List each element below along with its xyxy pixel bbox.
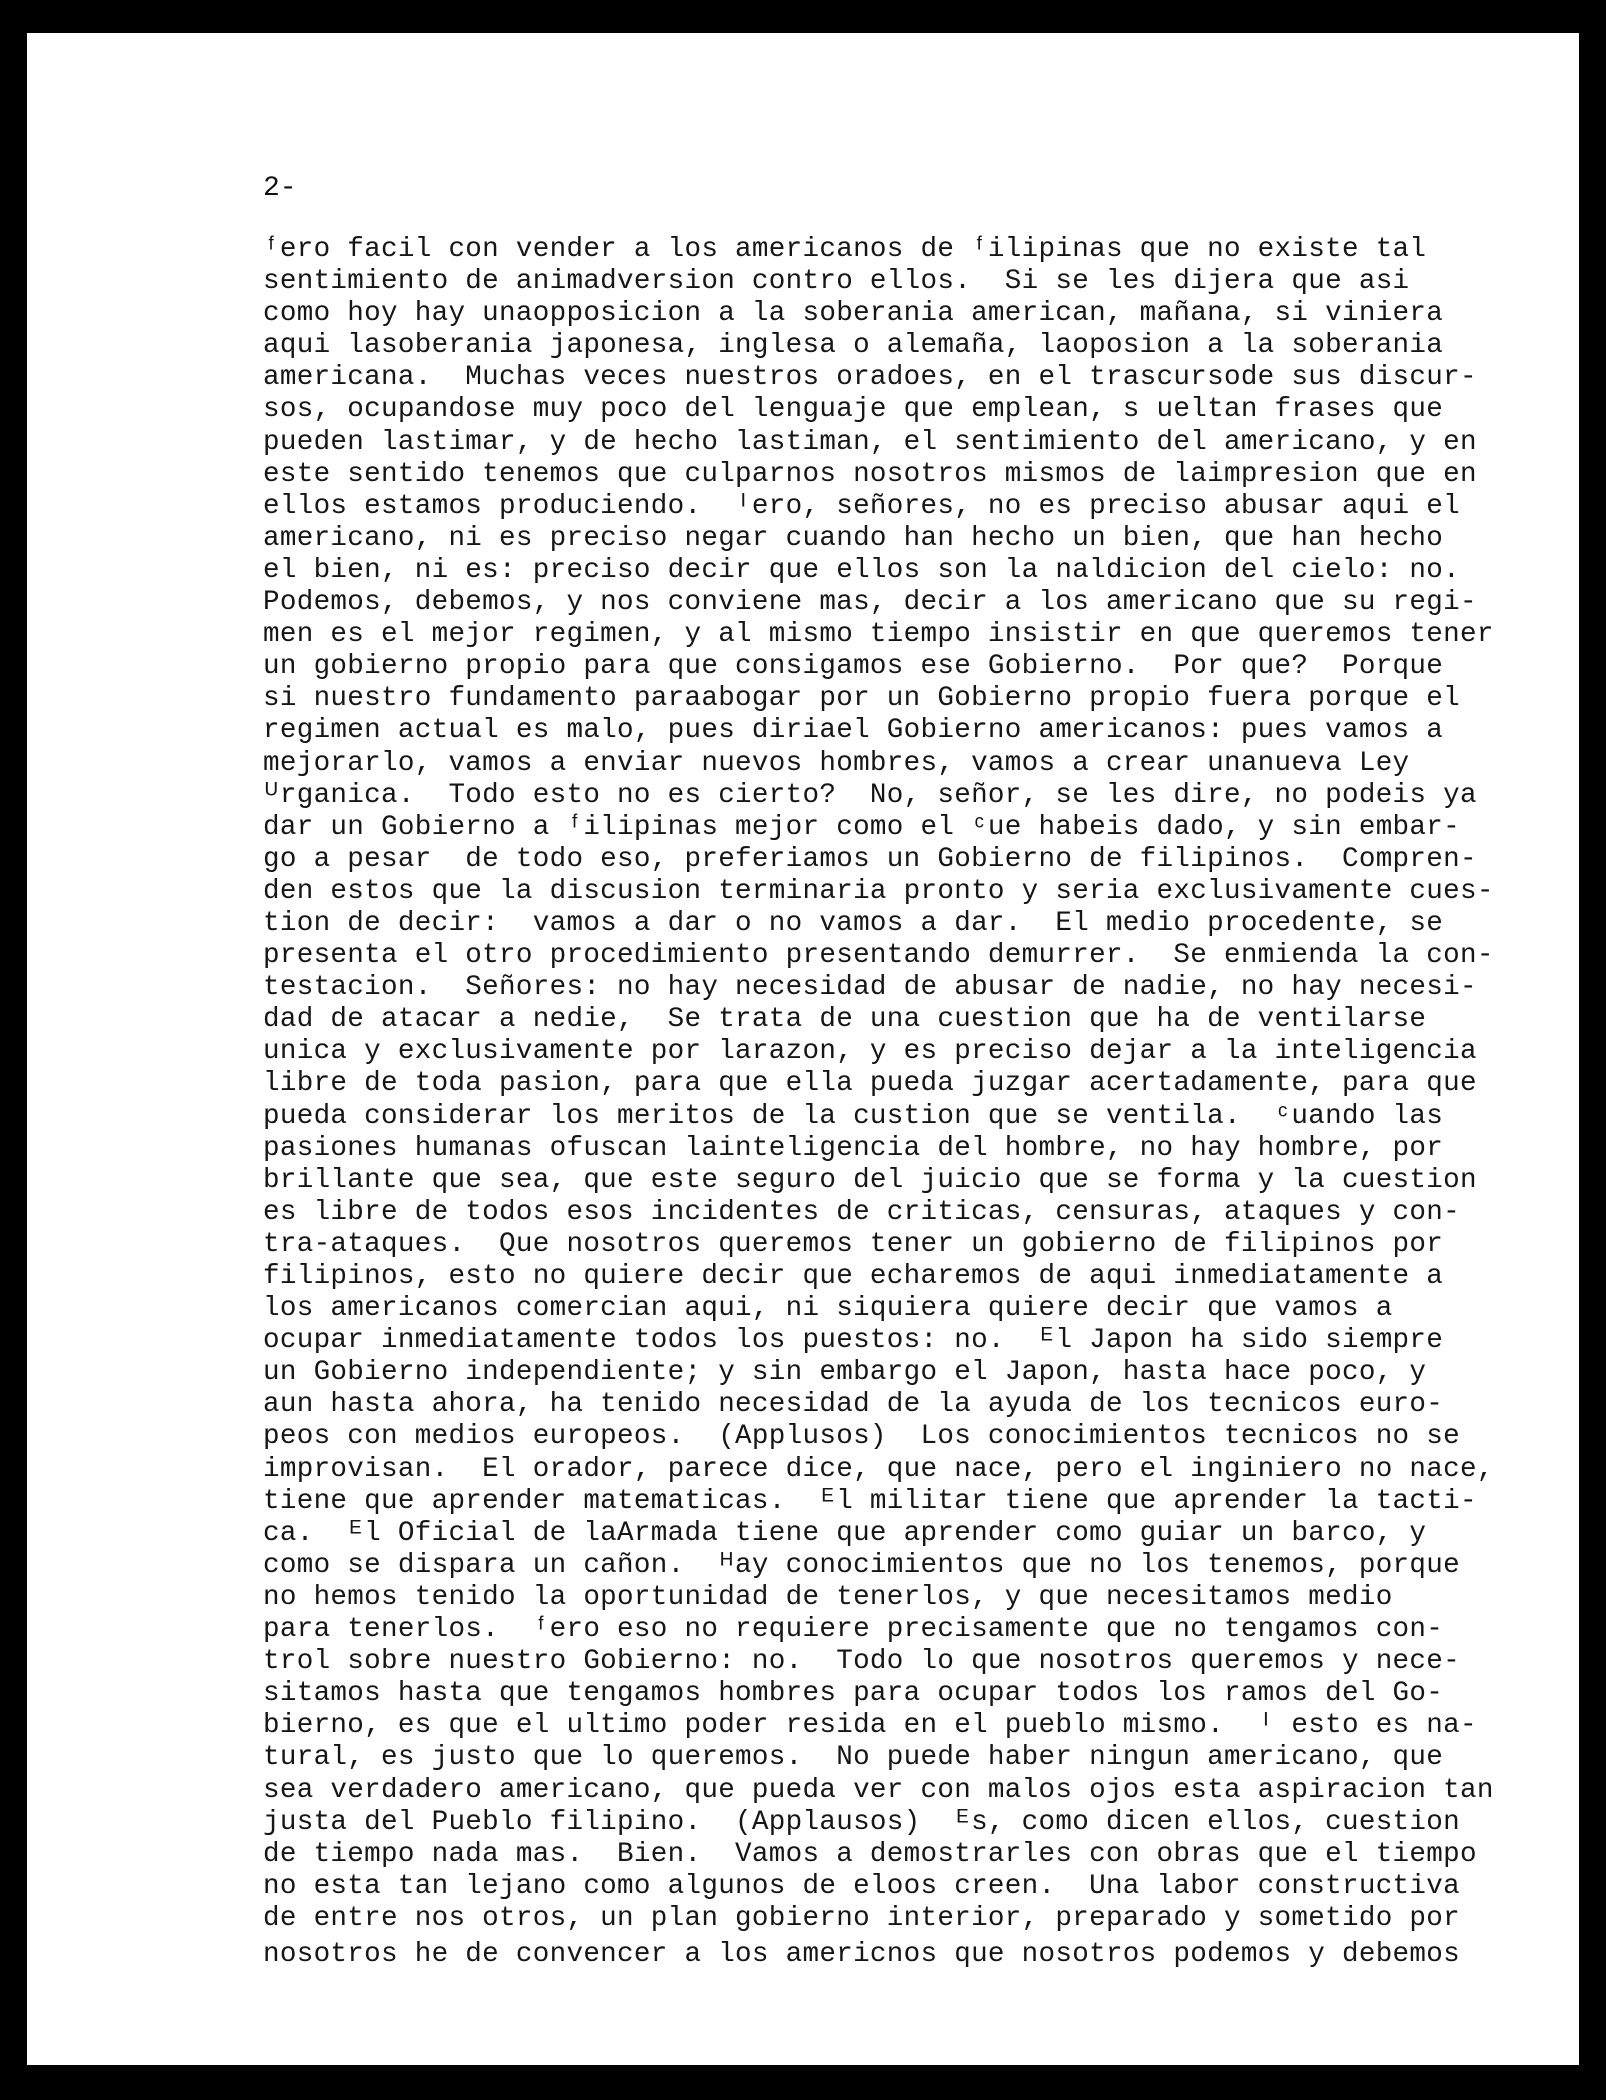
text-line: tiene que aprender matematicas. ᴱl militar tiene que aprender la tacti-	[263, 1485, 1477, 1517]
text-line: brillante que sea, que este seguro del juicio que se forma y la cuestion	[263, 1164, 1477, 1196]
text-line: un gobierno propio para que consigamos ese Gobierno. Por que? Porque	[263, 651, 1444, 683]
text-line: los americanos comercian aqui, ni siquiera quiere decir que vamos a	[263, 1293, 1393, 1325]
text-line: sitamos hasta que tengamos hombres para ocupar todos los ramos del Go-	[263, 1678, 1444, 1710]
text-line: den estos que la discusion terminaria pronto y seria exclusivamente cues-	[263, 875, 1494, 907]
text-line: de tiempo nada mas. Bien. Vamos a demostrarles con obras que el tiempo	[263, 1838, 1477, 1870]
document-body	[263, 234, 1513, 1971]
text-line: ᶠero facil con vender a los americanos de ᶠilipinas que no existe tal	[263, 234, 1427, 265]
text-line: testacion. Señores: no hay necesidad de abusar de nadie, no hay necesi-	[263, 972, 1477, 1004]
text-line: ellos estamos produciendo. ᴵero, señores, no es preciso abusar aqui el	[263, 490, 1460, 522]
text-line: sentimiento de animadversion contro ellos. Si se les dijera que asi	[263, 266, 1410, 298]
text-line: tural, es justo que lo queremos. No puede haber ningun americano, que	[263, 1742, 1444, 1774]
text-line: americano, ni es preciso negar cuando han hecho un bien, que han hecho	[263, 522, 1444, 554]
text-line: americana. Muchas veces nuestros oradoes, en el trascursode sus discur-	[263, 362, 1477, 394]
text-line: sea verdadero americano, que pueda ver con malos ojos esta aspiracion tan	[263, 1774, 1494, 1806]
text-line: Podemos, debemos, y nos conviene mas, decir a los americano que su regi-	[263, 587, 1477, 619]
text-line: men es el mejor regimen, y al mismo tiempo insistir en que queremos tener	[263, 619, 1494, 651]
text-line: ᵁrganica. Todo esto no es cierto? No, señor, se les dire, no podeis ya	[263, 779, 1477, 811]
text-line: aun hasta ahora, ha tenido necesidad de la ayuda de los tecnicos euro-	[263, 1389, 1444, 1421]
text-line: nosotros he de convencer a los americnos que nosotros podemos y debemos	[263, 1938, 1460, 1970]
text-line: go a pesar de todo eso, preferiamos un Gobierno de filipinos. Compren-	[263, 843, 1477, 875]
text-line: sos, ocupandose muy poco del lenguaje que emplean, s ueltan frases que	[263, 394, 1444, 426]
text-line: es libre de todos esos incidentes de criticas, censuras, ataques y con-	[263, 1196, 1460, 1228]
text-line: como hoy hay unaopposicion a la soberania american, mañana, si viniera	[263, 298, 1444, 330]
text-line: de entre nos otros, un plan gobierno interior, preparado y sometido por	[263, 1902, 1460, 1934]
text-line: no esta tan lejano como algunos de eloos creen. Una labor constructiva	[263, 1870, 1460, 1902]
text-line: como se dispara un cañon. ᴴay conocimientos que no los tenemos, porque	[263, 1549, 1460, 1581]
text-line: no hemos tenido la oportunidad de tenerlos, y que necesitamos medio	[263, 1581, 1393, 1613]
page-number: 2-	[263, 173, 297, 204]
text-line: dad de atacar a nedie, Se trata de una cuestion que ha de ventilarse	[263, 1004, 1427, 1036]
text-line: el bien, ni es: preciso decir que ellos son la naldicion del cielo: no.	[263, 554, 1460, 586]
text-line: para tenerlos. ᶠero eso no requiere precisamente que no tengamos con-	[263, 1614, 1444, 1646]
text-line: pueda considerar los meritos de la custion que se ventila. ᶜuando las	[263, 1100, 1444, 1132]
text-line: mejorarlo, vamos a enviar nuevos hombres, vamos a crear unanueva Ley	[263, 747, 1410, 779]
text-line: justa del Pueblo filipino. (Applausos) ᴱs, como dicen ellos, cuestion	[263, 1806, 1460, 1838]
text-line: dar un Gobierno a ᶠilipinas mejor como el ᶜue habeis dado, y sin embar-	[263, 811, 1460, 843]
text-line: filipinos, esto no quiere decir que echaremos de aqui inmediatamente a	[263, 1261, 1444, 1292]
text-line: aqui lasoberania japonesa, inglesa o alemaña, laoposion a la soberania	[263, 330, 1444, 362]
text-line: tion de decir: vamos a dar o no vamos a dar. El medio procedente, se	[263, 907, 1444, 939]
text-line: ocupar inmediatamente todos los puestos: no. ᴱl Japon ha sido siempre	[263, 1325, 1444, 1357]
text-line: tra-ataques. Que nosotros queremos tener un gobierno de filipinos por	[263, 1228, 1444, 1260]
text-line: regimen actual es malo, pues diriael Gobierno americanos: pues vamos a	[263, 715, 1444, 747]
text-line: ca. ᴱl Oficial de laArmada tiene que aprender como guiar un barco, y	[263, 1517, 1427, 1549]
text-line: pueden lastimar, y de hecho lastiman, el sentimiento del americano, y en	[263, 426, 1477, 458]
text-line: peos con medios europeos. (Applusos) Los conocimientos tecnicos no se	[263, 1421, 1460, 1453]
text-line: presenta el otro procedimiento presentando demurrer. Se enmienda la con-	[263, 940, 1494, 972]
text-line: pasiones humanas ofuscan lainteligencia del hombre, no hay hombre, por	[263, 1132, 1444, 1164]
text-line: este sentido tenemos que culparnos nosotros mismos de laimpresion que en	[263, 458, 1477, 490]
text-line: trol sobre nuestro Gobierno: no. Todo lo que nosotros queremos y nece-	[263, 1646, 1460, 1678]
text-line: bierno, es que el ultimo poder resida en el pueblo mismo. ᴵ esto es na-	[263, 1710, 1477, 1742]
text-line: un Gobierno independiente; y sin embargo el Japon, hasta hace poco, y	[263, 1357, 1427, 1389]
document-page	[27, 33, 1579, 2065]
text-line: improvisan. El orador, parece dice, que nace, pero el inginiero no nace,	[263, 1453, 1494, 1485]
text-line: unica y exclusivamente por larazon, y es preciso dejar a la inteligencia	[263, 1036, 1477, 1068]
text-line: libre de toda pasion, para que ella pueda juzgar acertadamente, para que	[263, 1068, 1477, 1100]
text-line: si nuestro fundamento paraabogar por un Gobierno propio fuera porque el	[263, 683, 1460, 715]
